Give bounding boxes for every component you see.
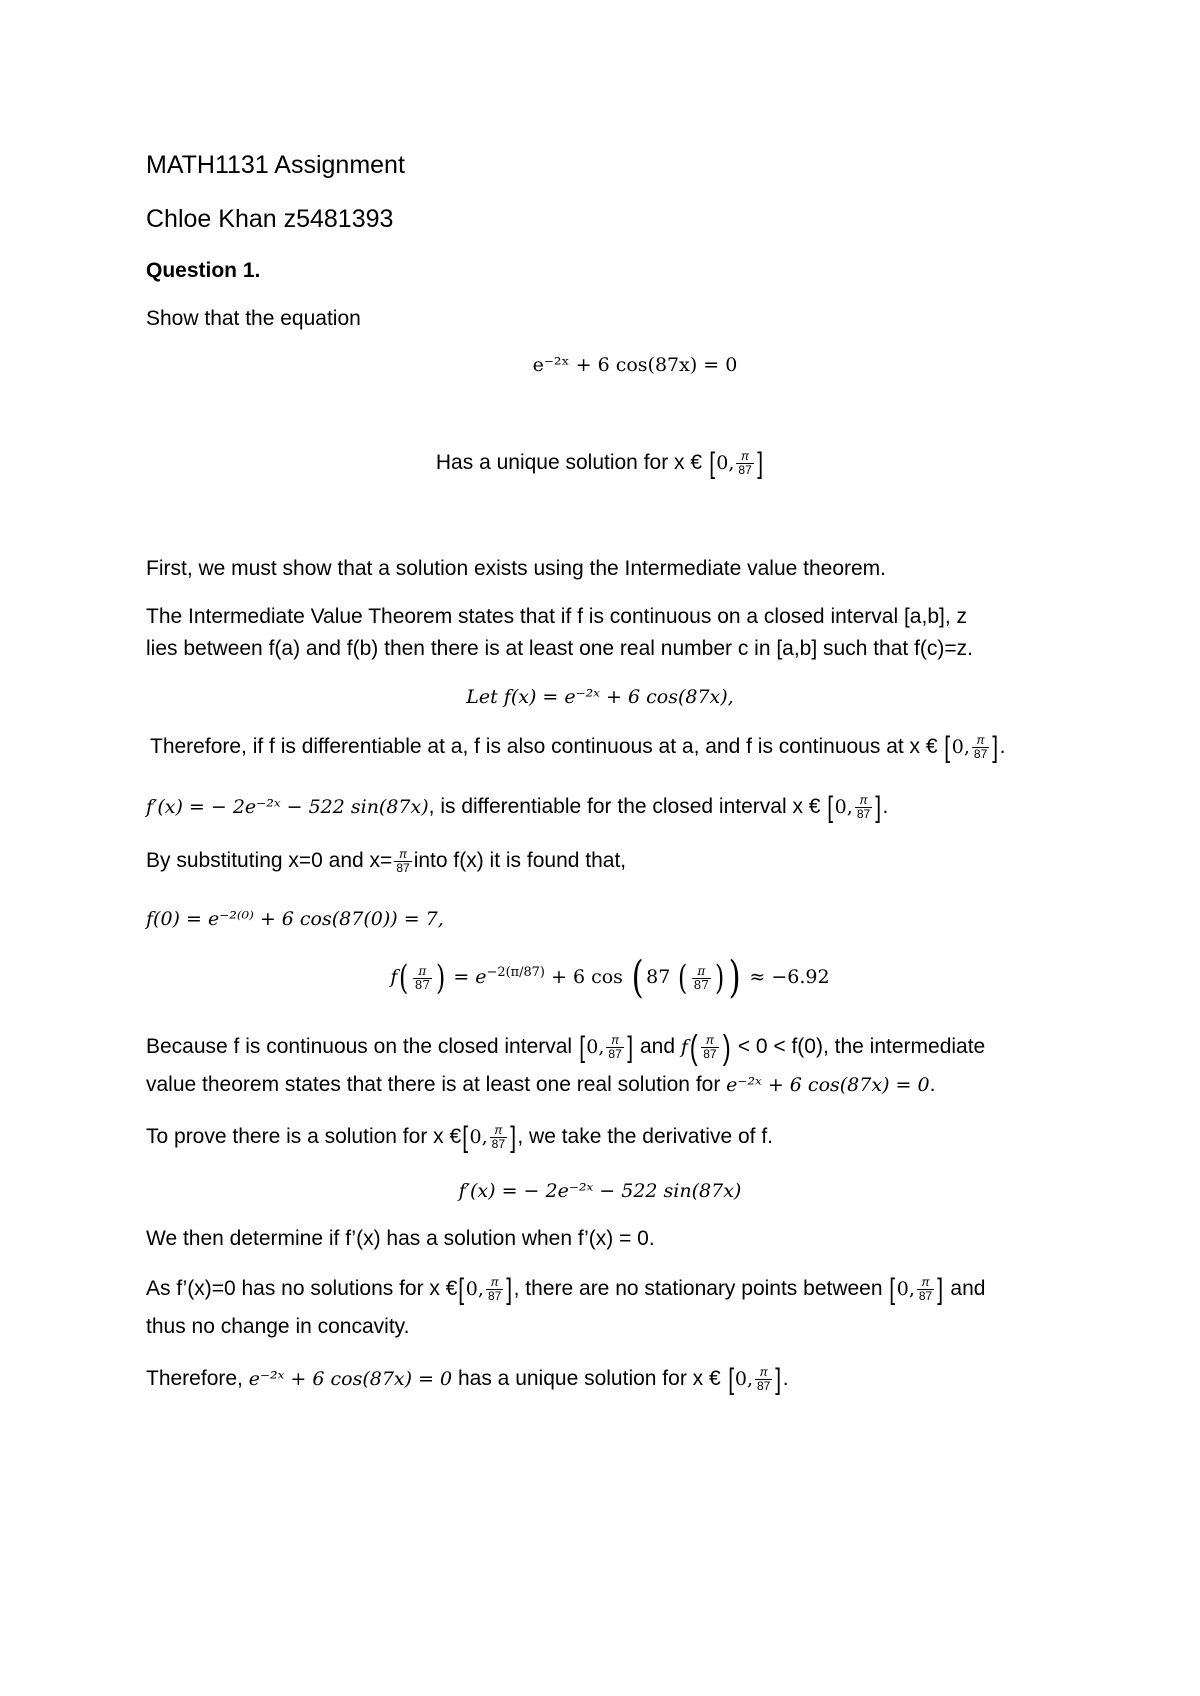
because-line: Because f is continuous on the closed interval [0, $\frac{\pi}{87}$ ] and f( $\frac{\pi}{87}$ ) < 0 < f(0), the intermediate xyxy=(146,1028,986,1067)
interval-0-pi-87: [0, $\frac{\pi}{87}$ ] xyxy=(727,1362,782,1396)
substitution-line: By substituting x=0 and x= $\frac{\pi}{87}$ into f(x) it is found that, xyxy=(146,847,627,875)
prove-line: To prove there is a solution for x €[0, $\frac{\pi}{87}$ ], we take the derivative of f. xyxy=(146,1120,773,1154)
because-line2: value theorem states that there is at least one real solution for e⁻²ˣ + 6 cos(87x) = 0. xyxy=(146,1073,936,1096)
differentiable-line: Therefore, if f is differentiable at a, f is also continuous at a, and f is continuous at x € [0, $\frac{\pi}{87}$ ]. xyxy=(150,730,1006,764)
intro-text: Show that the equation xyxy=(146,307,361,330)
derivative-text: , is differentiable for the closed interval x € xyxy=(428,795,821,819)
derivative-expression: f′(x) = − 2e⁻²ˣ − 522 sin(87x) xyxy=(146,796,429,819)
interval-0-pi-87: [0, $\frac{\pi}{87}$ ] xyxy=(579,1030,633,1064)
unique-solution-text: Has a unique solution for x € xyxy=(435,451,703,475)
f-of-pi-over-87: f( $\frac{\pi}{87}$ ) = $e^{-2(\pi/87)} + 6$ cos ( 87 ( $\frac{\pi}{87}$ ) ) ≈ −6.92 xyxy=(390,952,830,1003)
interval-0-pi-87: [0, $\frac{\pi}{87}$ ] xyxy=(827,790,882,824)
ivt-intro: First, we must show that a solution exists using the Intermediate value theorem. xyxy=(146,557,887,580)
question-heading: Question 1. xyxy=(146,259,261,282)
interval-0-pi-87: [0, $\frac{\pi}{87}$ ] xyxy=(462,1120,517,1154)
as-line: As f’(x)=0 has no solutions for x €[0, $\frac{\pi}{87}$ ], there are no stationary points between [0, $\frac{\pi}{87}$ ] and xyxy=(146,1272,986,1306)
determine-line: We then determine if f’(x) has a solution when f’(x) = 0. xyxy=(146,1227,655,1250)
f-of-zero: f(0) = e⁻²⁽⁰⁾ + 6 cos(87(0)) = 7, xyxy=(146,908,444,930)
derivative-centered: f′(x) = − 2e⁻²ˣ − 522 sin(87x) xyxy=(458,1180,742,1202)
conclusion-line: Therefore, e⁻²ˣ + 6 cos(87x) = 0 has a unique solution for x € [0, $\frac{\pi}{87}$ ]. xyxy=(146,1362,789,1396)
derivative-line: f′(x) = − 2e⁻²ˣ − 522 sin(87x), is differentiable for the closed interval x € [0, $\frac{\pi}{87}$ ]. xyxy=(146,790,889,824)
student-name: Chloe Khan z5481393 xyxy=(146,205,394,233)
let-f-definition: Let f(x) = e⁻²ˣ + 6 cos(87x), xyxy=(466,686,734,708)
interval-0-pi-87: [0, $\frac{\pi}{87}$ ] xyxy=(944,730,999,764)
differentiable-text: Therefore, if f is differentiable at a, f is also continuous at a, and f is continuous at x € xyxy=(150,735,938,759)
interval-0-pi-87: [0, $\frac{\pi}{87}$ ] xyxy=(709,446,763,480)
main-equation: e⁻²ˣ + 6 cos(87x) = 0 xyxy=(532,354,738,376)
as-line2: thus no change in concavity. xyxy=(146,1315,410,1338)
unique-solution-line xyxy=(0,446,1200,480)
interval-0-pi-87: [0, $\frac{\pi}{87}$ ] xyxy=(889,1272,944,1306)
ivt-statement-line2: lies between f(a) and f(b) then there is at least one real number c in [a,b] such that f(c)=z. xyxy=(146,637,974,660)
assignment-title: MATH1131 Assignment xyxy=(146,151,405,179)
ivt-statement-line1: The Intermediate Value Theorem states that if f is continuous on a closed interval [a,b], z xyxy=(146,605,967,628)
interval-0-pi-87: [0, $\frac{\pi}{87}$ ] xyxy=(458,1272,513,1306)
